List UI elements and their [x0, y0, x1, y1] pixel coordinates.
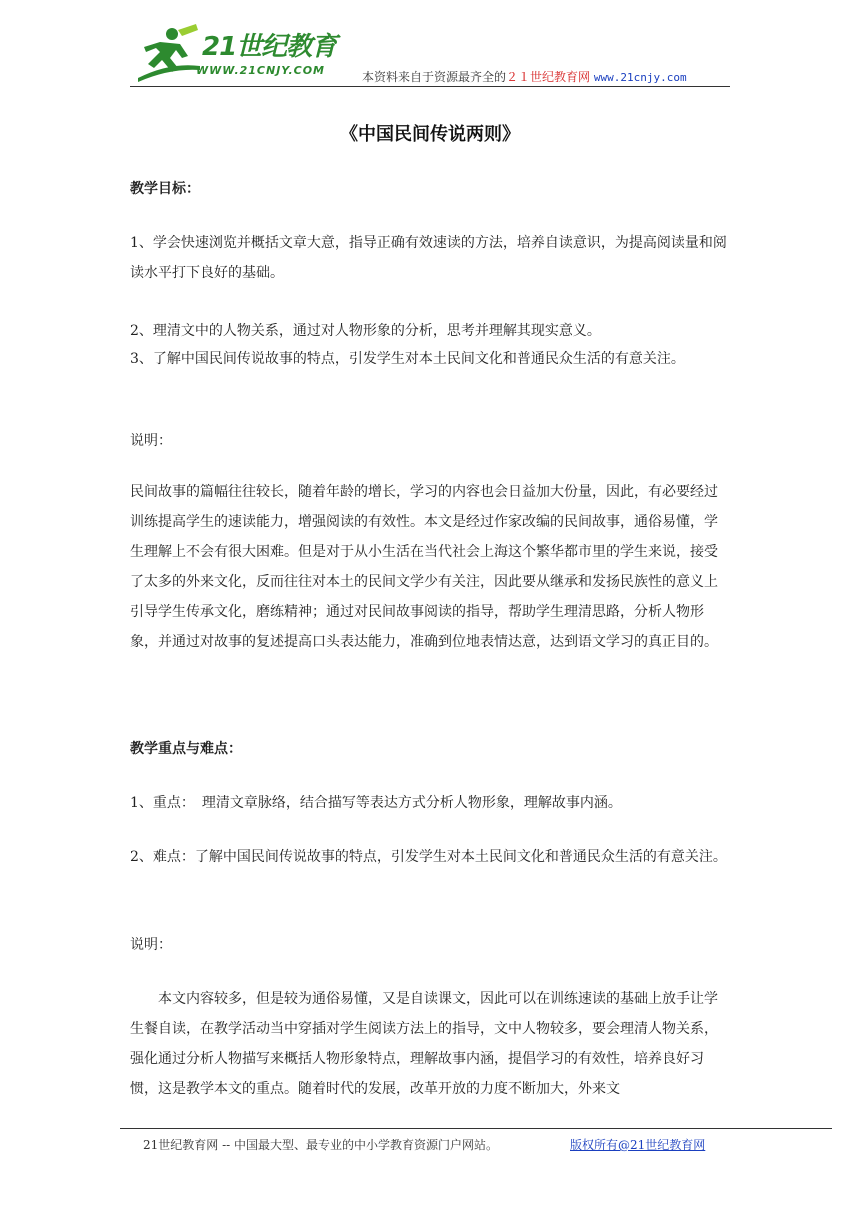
focus-item-1: 1、重点： 理清文章脉络，结合描写等表达方式分析人物形象，理解故事内涵。 [130, 795, 622, 811]
site-logo[interactable] [130, 22, 360, 84]
footer-divider [120, 1128, 832, 1129]
header-note-prefix: 本资料来自于资源最齐全的 [362, 70, 507, 84]
header-site-url[interactable]: www.21cnjy.com [593, 71, 687, 84]
logo-text: 21世纪教育 [202, 32, 337, 62]
footer-text: 21世纪教育网 -- 中国最大型、最专业的中小学教育资源门户网站。 [143, 1138, 499, 1152]
goal-item-2: 2、理清文中的人物关系，通过对人物形象的分析，思考并理解其现实意义。 [130, 323, 601, 339]
goals-heading: 教学目标： [130, 181, 200, 197]
note-label: 说明： [130, 433, 172, 449]
goal-item-3: 3、了解中国民间传说故事的特点，引发学生对本土民间文化和普通民众生活的有意关注。 [130, 351, 685, 367]
focus-item-2: 2、难点：了解中国民间传说故事的特点，引发学生对本土民间文化和普通民众生活的有意关注。 [130, 849, 727, 865]
header-divider [130, 86, 730, 87]
logo-url: WWW.21CNJY.COM [196, 64, 325, 77]
copyright-link[interactable]: 版权所有@21世纪教育网 [570, 1138, 706, 1152]
header-site-name[interactable]: ２１世纪教育网 [506, 70, 591, 84]
goal-item-1: 1、学会快速浏览并概括文章大意，指导正确有效速读的方法，培养自读意识，为提高阅读量和阅读水平打下良好的基础。 [130, 235, 727, 281]
header-note [362, 68, 687, 85]
note-paragraph: 民间故事的篇幅往往较长，随着年龄的增长，学习的内容也会日益加大份量，因此，有必要经过训练提高学生的速读能力，增强阅读的有效性。本文是经过作家改编的民间故事，通俗易懂，学生理解上不会有很大困难。但是对于从小生活在当代社会上海这个繁华都市里的学生来说，接受了太多的外来文化，反而往往对本土的民间文学少有关注，因此要从继承和发扬民族性的意义上引导学生传承文化，磨练精神；通过对民间故事阅读的指导，帮助学生理清思路，分析人物形象，并通过对故事的复述提高口头表达能力，准确到位地表情达意，达到语文学习的真正目的。 [130, 484, 718, 650]
document-title: 《中国民间传说两则》 [340, 124, 520, 145]
note-label: 说明： [130, 937, 172, 953]
note-paragraph: 本文内容较多，但是较为通俗易懂，又是自读课文，因此可以在训练速读的基础上放手让学生餐自读，在教学活动当中穿插对学生阅读方法上的指导，文中人物较多，要会理清人物关系，强化通过分析人物描写来概括人物形象特点，理解故事内涵，提倡学习的有效性，培养良好习惯，这是教学本文的重点。随着时代的发展，改革开放的力度不断加大，外来文 [130, 991, 718, 1097]
focus-heading: 教学重点与难点： [130, 741, 242, 757]
page-header [130, 22, 730, 86]
